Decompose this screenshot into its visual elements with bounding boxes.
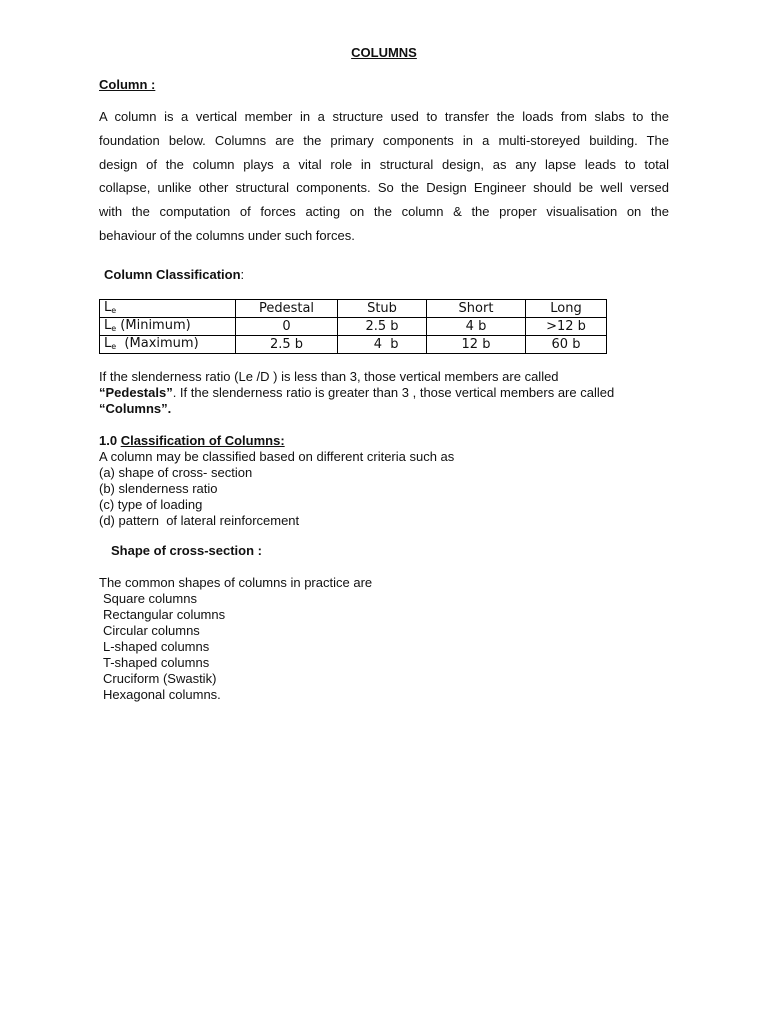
table-cell: 4 b [338,336,427,354]
list-item: (d) pattern of lateral reinforcement [99,513,300,528]
table-header-cell: Long [526,300,607,318]
slenderness-line: If the slenderness ratio (Le /D ) is less than 3, those vertical members are called [99,369,559,384]
list-item: Hexagonal columns. [103,687,221,702]
table-cell: $L_e$ (Minimum) [100,318,236,336]
table-cell: $L_e$ (Maximum) [100,336,236,354]
table-cell: 4 b [427,318,526,336]
intro-line: foundation below. Columns are the primary components in a multi-storeyed building. The [99,132,669,148]
table-header-cell: Stub [338,300,427,318]
shape-intro: The common shapes of columns in practice are [99,575,373,590]
intro-line: A column is a vertical member in a structure used to transfer the loads from slabs to the [99,109,669,124]
table-row [100,336,607,354]
intro-line: collapse, unlike other structural components. So the Design Engineer should be well versed [99,180,669,196]
columns-term: “Columns”. [99,401,172,416]
table-header-cell: $L_e$ [100,300,236,318]
table-cell: 60 b [526,336,607,354]
column-heading: Column : [99,77,156,92]
slenderness-line [99,401,614,417]
section-heading: 1.0 Classification of Columns: [99,433,285,448]
intro-paragraph [99,105,669,248]
table-cell: 12 b [427,336,526,354]
classification-colon: : [240,267,245,282]
table-cell: >12 b [526,318,607,336]
list-item: Rectangular columns [103,607,226,622]
classification-table [99,299,607,354]
list-item: (c) type of loading [99,497,203,512]
list-item: L-shaped columns [103,639,210,654]
intro-line: behaviour of the columns under such forces. [99,227,355,243]
table-header-cell: Short [427,300,526,318]
list-item: (a) shape of cross- section [99,465,253,480]
shape-heading: Shape of cross-section : [111,543,262,558]
shape-section [99,575,372,703]
list-item: (b) slenderness ratio [99,481,218,496]
classification-label: Column Classification [104,267,241,282]
pedestals-term: “Pedestals” [99,385,173,400]
list-item: Square columns [103,591,197,606]
classification-heading [104,267,244,282]
slenderness-line: “Pedestals”. If the slenderness ratio is greater than 3 , those vertical members are called [99,385,615,400]
table-cell: 2.5 b [338,318,427,336]
table-cell: 0 [236,318,338,336]
table-row [100,318,607,336]
table-header-row [100,300,607,318]
intro-line: design of the column plays a vital role in structural design, as any lapse leads to total [99,156,669,172]
slenderness-paragraph [99,369,614,417]
classification-section [99,433,454,529]
page-title: COLUMNS [351,45,417,60]
section-intro: A column may be classified based on different criteria such as [99,449,455,464]
intro-line: with the computation of forces acting on the column & the proper visualisation on the [99,204,669,220]
list-item: Circular columns [103,623,200,638]
table-cell: 2.5 b [236,336,338,354]
table-header-cell: Pedestal [236,300,338,318]
section-title: Classification of Columns: [120,433,285,448]
list-item: T-shaped columns [103,655,210,670]
list-item: Cruciform (Swastik) [103,671,217,686]
